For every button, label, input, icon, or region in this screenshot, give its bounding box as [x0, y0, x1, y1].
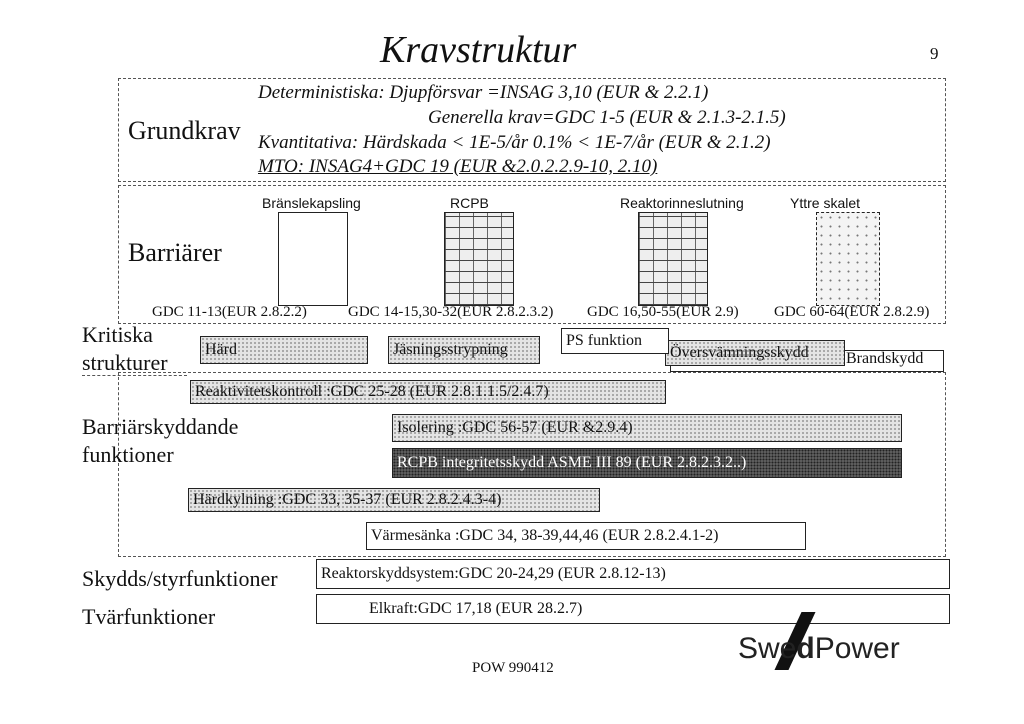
box-isolering: Isolering :GDC 56-57 (EUR &2.9.4) — [392, 414, 902, 442]
barrier-label-inneslutning: Reaktorinneslutning — [620, 195, 744, 211]
barrier-gdc-3: GDC 16,50-55(EUR 2.9) — [587, 304, 739, 320]
barrier-gdc-2: GDC 14-15,30-32(EUR 2.8.2.3.2) — [348, 304, 554, 320]
box-varmesanka: Värmesänka :GDC 34, 38-39,44,46 (EUR 2.8.2.4.1-2) — [366, 522, 806, 550]
swedpower-logo: SwedPower — [738, 632, 900, 666]
barrier-box-bransle — [278, 212, 348, 306]
barriarer-label: Barriärer — [128, 238, 222, 267]
box-oversvamningsskydd: Översvämningsskydd — [665, 340, 845, 366]
box-ps-funktion: PS funktion — [561, 328, 669, 354]
grundkrav-line-3: Kvantitativa: Härdskada < 1E-5/år 0.1% < 1E-7/år (EUR & 2.1.2) — [258, 132, 771, 153]
barriarskydd-label-1: Barriärskyddande — [82, 414, 239, 439]
barrier-box-yttre — [816, 212, 880, 306]
kritiska-label-1: Kritiska — [82, 322, 153, 347]
page-number: 9 — [930, 44, 939, 63]
barrier-box-inneslutning — [638, 212, 708, 306]
barrier-box-rcpb — [444, 212, 514, 306]
barrier-label-rcpb: RCPB — [450, 195, 489, 211]
skydds-label: Skydds/styrfunktioner — [82, 566, 278, 591]
barrier-gdc-1: GDC 11-13(EUR 2.8.2.2) — [152, 304, 307, 320]
box-reaktivitetskontroll: Reaktivitetskontroll :GDC 25-28 (EUR 2.8.1.1.5/2.4.7) — [190, 380, 666, 404]
box-hard: Härd — [200, 336, 368, 364]
kritiska-label-2: strukturer — [82, 350, 168, 375]
box-brandskydd: Brandskydd — [846, 350, 924, 367]
box-hardkylning: Härdkylning :GDC 33, 35-37 (EUR 2.8.2.4.3-4) — [188, 488, 600, 512]
grundkrav-line-4: MTO: INSAG4+GDC 19 (EUR &2.0.2.2.9-10, 2.10) — [258, 156, 658, 177]
barriarskydd-label-2: funktioner — [82, 442, 174, 467]
grundkrav-label: Grundkrav — [128, 116, 241, 145]
box-jasningsstrypning: Jäsningsstrypning — [388, 336, 540, 364]
box-reaktorskyddsystem: Reaktorskyddsystem:GDC 20-24,29 (EUR 2.8.12-13) — [316, 559, 950, 589]
page-title: Kravstruktur — [380, 29, 577, 71]
barrier-gdc-4: GDC 60-64(EUR 2.8.2.9) — [774, 304, 930, 320]
grundkrav-line-1: Deterministiska: Djupförsvar =INSAG 3,10 (EUR & 2.2.1) — [258, 82, 709, 103]
box-rcpb-integritetsskydd: RCPB integritetsskydd ASME III 89 (EUR 2.8.2.3.2..) — [392, 448, 902, 478]
grundkrav-line-2: Generella krav=GDC 1-5 (EUR & 2.1.3-2.1.5) — [428, 107, 786, 128]
footer-code: POW 990412 — [472, 660, 554, 676]
box-elkraft: Elkraft:GDC 17,18 (EUR 28.2.7) — [316, 594, 950, 624]
tvar-label: Tvärfunktioner — [82, 604, 216, 629]
barrier-label-yttre: Yttre skalet — [790, 195, 861, 211]
barrier-label-bransle: Bränslekapsling — [262, 195, 361, 211]
